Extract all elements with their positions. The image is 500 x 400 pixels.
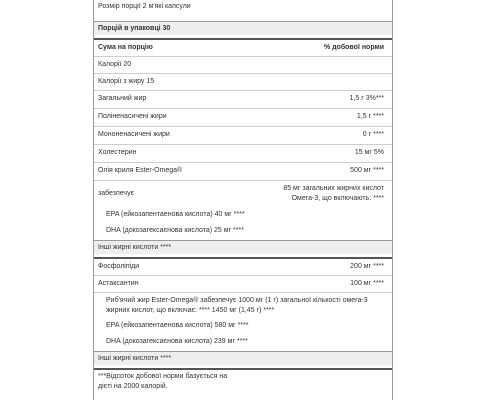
dha-row-2 [94, 335, 392, 352]
sub-nutrient-label: DHA (докозагексаєнова кислота) 239 мг **** [106, 338, 248, 345]
nutrient-label: Мононенасичені жири [98, 131, 170, 138]
nutrient-row-total-fat [94, 90, 392, 108]
footnote-text: ***Відсоток добової норми базується на дієті на 2000 калорій. [98, 373, 228, 390]
nutrient-value: 1,5 г **** [356, 113, 384, 120]
nutrient-value: 15 мг 5% [354, 149, 384, 156]
fish-oil-row [94, 292, 392, 318]
other-fatty-acids-label: Інші жирні кислоти **** [98, 355, 172, 362]
provides-row [94, 180, 392, 208]
nutrient-row-polyunsaturated-fat [94, 108, 392, 126]
column-header [94, 38, 392, 53]
nutrient-label: Астаксантин [98, 280, 139, 287]
other-fatty-acids-row-2 [94, 351, 392, 365]
amount-per-serving-label: Сума на порцію [98, 44, 153, 51]
provides-label: забезпечує [98, 190, 135, 197]
provides-value: 85 мг загальних жирних кислот Омега-3, що включають: **** [283, 185, 384, 202]
nutrient-row-calories [94, 56, 392, 73]
astaxanthin-row [94, 275, 392, 291]
other-fatty-acids-row [94, 240, 392, 254]
nutrient-row-calories-from-fat [94, 73, 392, 90]
nutrient-value: 500 мг **** [350, 167, 384, 174]
supplement-facts-panel [93, 0, 393, 400]
nutrient-label: Олія криля Ester-Omega® [98, 167, 183, 174]
nutrient-label: Фосфоліпіди [98, 263, 140, 270]
sub-nutrient-label: EPA (ейкозапентаенова кислота) 40 мг **** [106, 211, 245, 218]
nutrient-value: 0 г **** [362, 131, 384, 138]
nutrient-label: Загальний жир [98, 95, 147, 102]
daily-value-label: % добової норми [323, 44, 384, 51]
nutrient-label: Холестерин [98, 149, 137, 156]
nutrient-value: 200 мг **** [350, 263, 384, 270]
nutrient-label: Калорії 20 [98, 61, 132, 68]
epa-row [94, 208, 392, 225]
nutrient-label: Калорії з жиру 15 [98, 78, 155, 85]
nutrient-value: 100 мг **** [350, 280, 384, 287]
servings-per-container [94, 21, 392, 35]
phospholipids-row [94, 257, 392, 275]
fish-oil-text: Риб'ячий жир Ester-Omega® забезпечує 1000 мг (1 г) загальної кількості омега-3 жирних кислот, що включає: **** 1450 мг (1,45 г) **** [106, 297, 368, 314]
serving-size-text: Розмір порції 2 м'які капсули [98, 3, 191, 10]
nutrient-value: 1,5 г 3%*** [349, 95, 384, 102]
other-fatty-acids-label: Інші жирні кислоти **** [98, 244, 172, 251]
dha-row [94, 224, 392, 241]
sub-nutrient-label: DHA (докозагексаєнова кислота) 25 мг **** [106, 227, 244, 234]
nutrient-row-krill-oil [94, 162, 392, 180]
epa-row-2 [94, 319, 392, 336]
footnote [94, 368, 392, 396]
nutrient-label: Поліненасичені жири [98, 113, 167, 120]
serving-size [94, 3, 392, 15]
nutrient-row-cholesterol [94, 144, 392, 162]
nutrient-row-monounsaturated-fat [94, 126, 392, 144]
servings-per-container-text: Порцій в упаковці 30 [98, 25, 171, 32]
sub-nutrient-label: EPA (ейкозапентаенова кислота) 580 мг **** [106, 322, 249, 329]
